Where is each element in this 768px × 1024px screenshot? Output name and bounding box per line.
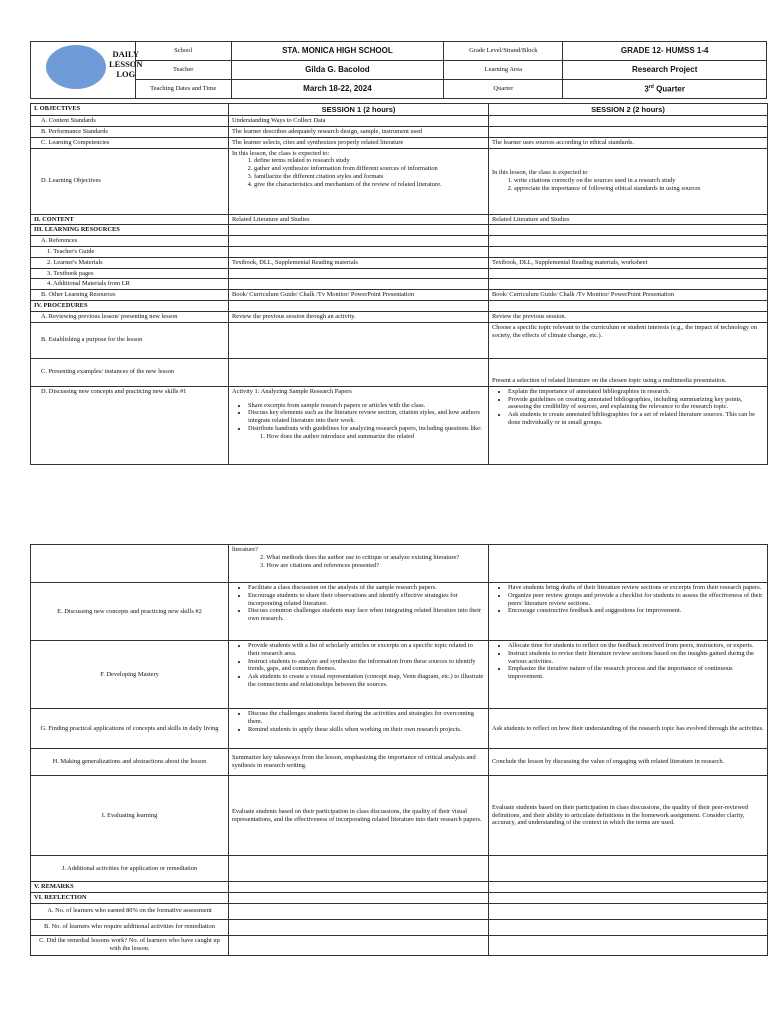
list-item: • Explain the importance of annotated bibliographies in research. — [508, 388, 764, 396]
procedure-h-s2: Conclude the lesson by discussing the value of engaging with related literature in research. — [489, 749, 768, 776]
reflection-b-label: B. No. of learners who require additional activities for remediation — [31, 919, 229, 935]
list-item: 3. familiarize the different citation styles and formats — [254, 173, 485, 181]
session-2-heading: SESSION 2 (2 hours) — [489, 104, 768, 116]
procedure-j-s1 — [229, 856, 489, 882]
learners-materials-label: 2. Learner's Materials — [31, 257, 229, 268]
list-item: 1. write citations correctly on the sources used in a research study — [514, 177, 764, 185]
grade-value: GRADE 12- HUMSS 1-4 — [563, 42, 767, 61]
list-item: • Facilitate a class discussion on the analysis of the sample research papers. — [248, 584, 485, 592]
session-1-heading: SESSION 1 (2 hours) — [229, 104, 489, 116]
content-s2: Related Literature and Studies — [489, 214, 768, 225]
list-item: • Instruct students to revise their literature review sections based on the insights gained during the various activities. — [508, 650, 764, 666]
procedure-b-s1 — [229, 322, 489, 358]
procedure-j-s2 — [489, 856, 768, 882]
procedure-d-cont-s1: literature? 2. What methods does the author use to critique or analyze existing literature? 3. How are citations and references presented? — [229, 545, 489, 583]
dates-value: March 18-22, 2024 — [231, 80, 444, 99]
learners-materials-s1: Textbook, DLL, Supplemental Reading materials — [229, 257, 489, 268]
procedure-c-label: C. Presenting examples/ instances of the new lesson — [31, 358, 229, 386]
references-label: A. References — [31, 236, 229, 247]
school-name: STA. MONICA HIGH SCHOOL — [231, 42, 444, 61]
procedure-d-cont-label — [31, 545, 229, 583]
list-item: • Distribute handouts with guidelines for analyzing research papers, including questions like: — [248, 425, 485, 433]
procedure-e-label: E. Discussing new concepts and practicing new skills #2 — [31, 583, 229, 641]
procedure-d-cont-s2 — [489, 545, 768, 583]
procedure-i-s1: Evaluate students based on their participation in class discussions, the quality of their visual representations, and the effectiveness of incorporating related literature into their research papers. — [229, 776, 489, 856]
procedure-e-s1 — [229, 583, 489, 641]
objectives-heading: I. OBJECTIVES — [31, 104, 229, 116]
reflection-heading: VI. REFLECTION — [31, 892, 229, 903]
textbook-pages-label: 3. Textbook pages — [31, 268, 229, 279]
list-item: • Discuss key elements such as the literature review section, citation styles, and how authors integrate related literature into their work. — [248, 409, 485, 425]
list-item: • Have students bring drafts of their literature review sections or excerpts from their research papers. — [508, 584, 764, 592]
procedure-a-s2: Review the previous session. — [489, 311, 768, 322]
procedure-d-s2 — [489, 386, 768, 464]
list-item: • Remind students to apply these skills when working on their own research projects. — [248, 726, 485, 734]
reflection-c-label: C. Did the remedial lessons work? No. of learners who have caught up with the lesson. — [31, 935, 229, 955]
remarks-heading: V. REMARKS — [31, 882, 229, 893]
content-standards-s2 — [489, 116, 768, 127]
procedure-f-s1 — [229, 641, 489, 709]
procedure-h-s1: Summarize key takeaways from the lesson, emphasizing the importance of critical analysis and synthesis in research writing. — [229, 749, 489, 776]
dll-title: DAILY LESSON LOG — [109, 49, 143, 79]
list-item: 4. give the characteristics and mechanism of the review of related literature. — [254, 181, 485, 189]
teacher-name: Gilda G. Bacolod — [231, 61, 444, 80]
quarter-label: Quarter — [444, 80, 563, 99]
list-item: • Allocate time for students to reflect on the feedback received from peers, instructors, or experts. — [508, 642, 764, 650]
list-item: • Share excerpts from sample research papers or articles with the class. — [248, 402, 485, 410]
procedure-c-s2: Present a selection of related literature on the chosen topic using a multimedia presentation. — [489, 358, 768, 386]
area-value: Research Project — [563, 61, 767, 80]
area-label: Learning Area — [444, 61, 563, 80]
performance-standards-s1: The learner describes adequately research design, sample, instrument used — [229, 126, 489, 137]
performance-standards-s2 — [489, 126, 768, 137]
header-table — [30, 41, 767, 99]
learners-materials-s2: Textbook, DLL, Supplemental Reading materials, worksheet — [489, 257, 768, 268]
procedure-h-label: H. Making generalizations and abstractions about the lesson — [31, 749, 229, 776]
quarter-value: 3rd Quarter — [563, 80, 767, 99]
learning-objectives-label: D. Learning Objectives — [31, 148, 229, 214]
dates-label: Teaching Dates and Time — [135, 80, 231, 99]
lesson-table-1 — [30, 103, 768, 465]
procedure-b-label: B. Establishing a purpose for the lesson — [31, 322, 229, 358]
list-item: • Encourage constructive feedback and suggestions for improvement. — [508, 607, 764, 615]
list-item: 1. define terms related to research study — [254, 157, 485, 165]
school-logo — [46, 45, 106, 89]
procedure-g-s2: Ask students to reflect on how their understanding of the research topic has evolved through the activities. — [489, 709, 768, 749]
reflection-a-label: A. No. of learners who earned 80% on the formative assessment — [31, 903, 229, 919]
list-item: • Discuss common challenges students may face when integrating related literature into their own research. — [248, 607, 485, 623]
teacher-label: Teacher — [135, 61, 231, 80]
list-item: • Provide students with a list of scholarly articles or excerpts on a specific topic related to their research area. — [248, 642, 485, 658]
list-item: • Encourage students to share their observations and identify effective strategies for incorporating related literature. — [248, 592, 485, 608]
list-item: 2. gather and synthesize information from different sources of information — [254, 165, 485, 173]
performance-standards-label: B. Performance Standards — [31, 126, 229, 137]
list-item: 2. appreciate the importance of following ethical standards in using sources — [514, 185, 764, 193]
list-item: • Discuss the challenges students faced during the activities and strategies for overcoming them. — [248, 710, 485, 726]
procedure-d-label: D. Discussing new concepts and practicing new skills #1 — [31, 386, 229, 464]
procedure-d-s1: Activity 1: Analyzing Sample Research Papers • Share excerpts from sample research papers or articles with the class. • Discuss key elements such as the literature review section, citation styles, and how authors integrate related literature into their work. • Distribute handouts with guidelines for analyzing research papers, including questions like: 1. How does the author introduce and summarize the related — [229, 386, 489, 464]
procedure-f-s2 — [489, 641, 768, 709]
learning-objectives-s2: In this lesson, the class is expected to 1. write citations correctly on the sources used in a research study 2. appreciate the importance of following ethical standards in using sources — [489, 148, 768, 214]
logo-cell — [31, 42, 143, 99]
procedure-g-s1 — [229, 709, 489, 749]
additional-materials-label: 4. Additional Materials from LR — [31, 279, 229, 290]
content-s1: Related Literature and Studies — [229, 214, 489, 225]
procedure-i-label: I. Evaluating learning — [31, 776, 229, 856]
page-1 — [30, 41, 767, 465]
list-item: • Ask students to create a visual representation (concept map, Venn diagram, etc.) to illustrate the connections and relationships between the sources. — [248, 673, 485, 689]
teachers-guide-label: 1. Teacher's Guide — [31, 247, 229, 258]
procedure-b-s2: Choose a specific topic relevant to the curriculum or student interests (e.g., the impact of technology on society, the effects of climate change, etc.). — [489, 322, 768, 358]
list-item: • Ask students to create annotated bibliographies for a set of related literature sources. This can be done individually or in small groups. — [508, 411, 764, 427]
list-item: • Provide guidelines on creating annotated bibliographies, including summarizing key points, assessing the credibility of sources, and explaining the relevance to the research topic. — [508, 396, 764, 412]
procedure-e-s2 — [489, 583, 768, 641]
school-label: School — [135, 42, 231, 61]
list-item: • Emphasize the iterative nature of the research process and the importance of continuous improvement. — [508, 665, 764, 681]
lesson-table-2 — [30, 544, 768, 956]
grade-label: Grade Level/Strand/Block — [444, 42, 563, 61]
procedure-c-s1 — [229, 358, 489, 386]
procedure-g-label: G. Finding practical applications of concepts and skills in daily living — [31, 709, 229, 749]
list-item: • Instruct students to analyze and synthesize the information from these sources to identify trends, gaps, and common themes. — [248, 658, 485, 674]
list-item: • Organize peer review groups and provide a checklist for students to assess the effectiveness of their peers' literature review sections. — [508, 592, 764, 608]
competencies-label: C. Learning Competencies — [31, 137, 229, 148]
page-2 — [30, 544, 767, 956]
content-standards-s1: Understanding Ways to Collect Data — [229, 116, 489, 127]
procedures-heading: IV. PROCEDURES — [31, 301, 229, 312]
procedure-i-s2: Evaluate students based on their participation in class discussions, the quality of their peer-reviewed definitions, and their ability to articulate definitions in the homework assignment. Consider clarity, accuracy, and understanding of the context in which the terms are used. — [489, 776, 768, 856]
procedure-j-label: J. Additional activities for application or remediation — [31, 856, 229, 882]
procedure-a-s1: Review the previous session through an activity. — [229, 311, 489, 322]
other-resources-label: B. Other Learning Resources — [31, 290, 229, 301]
learning-objectives-s1: In this lesson, the class is expected to: 1. define terms related to research study 2. gather and synthesize information from different sources of information 3. familiarize the different citation styles and formats 4. give the characteristics and mechanism of the review of related literature. — [229, 148, 489, 214]
other-resources-s1: Book/ Curriculum Guide/ Chalk /Tv Monitor/ PowerPoint Presentation — [229, 290, 489, 301]
resources-heading: III. LEARNING RESOURCES — [31, 225, 229, 236]
content-heading: II. CONTENT — [31, 214, 229, 225]
content-standards-label: A. Content Standards — [31, 116, 229, 127]
competencies-s2: The learner uses sources according to ethical standards. — [489, 137, 768, 148]
procedure-f-label: F. Developing Mastery — [31, 641, 229, 709]
other-resources-s2: Book/ Curriculum Guide/ Chalk /Tv Monitor/ PowerPoint Presentation — [489, 290, 768, 301]
competencies-s1: The learner selects, cites and synthesizes properly related literature — [229, 137, 489, 148]
procedure-a-label: A. Reviewing previous lesson/ presenting new lesson — [31, 311, 229, 322]
